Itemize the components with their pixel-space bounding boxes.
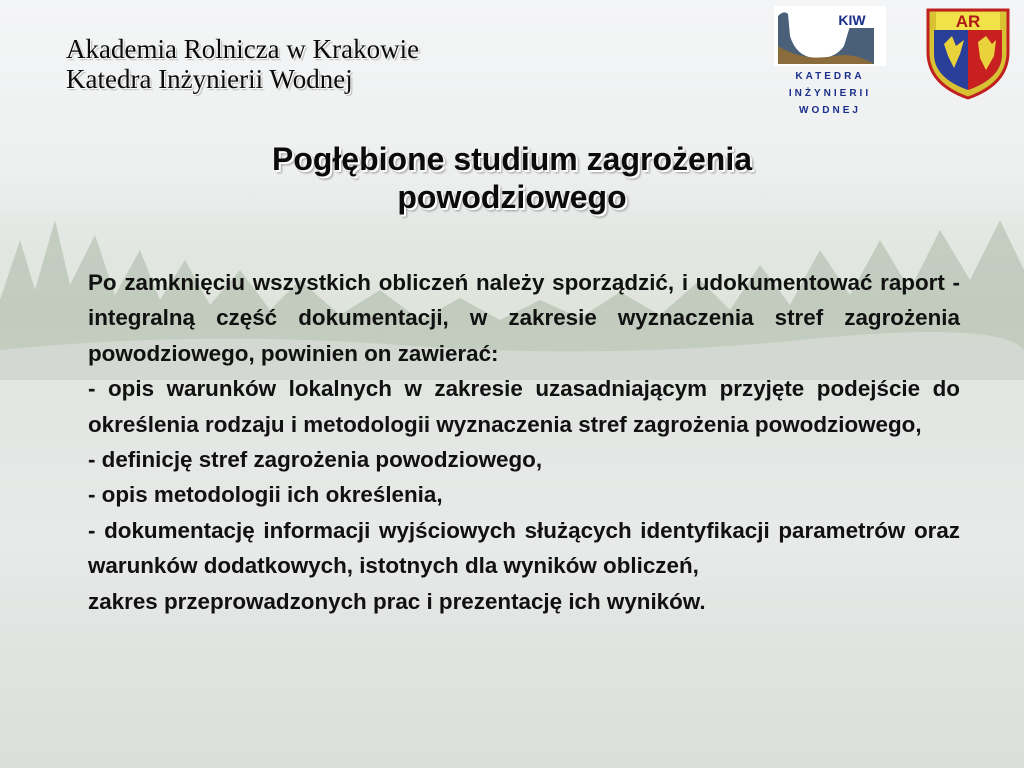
- slide-title-line1: Pogłębione studium zagrożenia: [271, 141, 753, 177]
- department-name: Katedra Inżynierii Wodnej: [66, 64, 353, 94]
- bullet-zone-definition: - definicję stref zagrożenia powodziowego,: [88, 447, 543, 473]
- institution-header: [66, 34, 419, 94]
- slide-title: [0, 140, 1024, 216]
- kiw-text-line1: KATEDRA: [795, 71, 865, 82]
- kiw-text-line3: WODNEJ: [799, 105, 861, 116]
- intro-paragraph: Po zamknięciu wszystkich obliczeń należy sporządzić, i udokumentować raport - integralną część dokumentacji, w zakresie wyznaczenia stref zagrożenia powodziowego, powinien on zawierać:: [88, 270, 960, 366]
- kiw-logo: [774, 6, 886, 118]
- slide-title-line2: powodziowego: [397, 179, 627, 215]
- slide-body: [88, 265, 960, 619]
- bullet-methodology: - opis metodologii ich określenia,: [88, 482, 443, 508]
- ar-abbreviation: AR: [955, 12, 981, 31]
- kiw-abbreviation: KIW: [838, 12, 866, 28]
- bullet-input-documentation: - dokumentację informacji wyjściowych służących identyfikacji parametrów oraz warunków dodatkowych, istotnych dla wyników obliczeń,: [88, 517, 960, 579]
- institution-name: Akademia Rolnicza w Krakowie: [66, 34, 420, 64]
- kiw-text-line2: INŻYNIERII: [788, 88, 872, 99]
- closing-line: zakres przeprowadzonych prac i prezentację ich wyników.: [88, 588, 706, 614]
- bullet-local-conditions: - opis warunków lokalnych w zakresie uzasadniającym przyjęte podejście do określenia rodzaju i metodologii wyznaczenia stref zagrożenia powodziowego,: [88, 376, 960, 437]
- ar-crest-logo: [924, 6, 1012, 100]
